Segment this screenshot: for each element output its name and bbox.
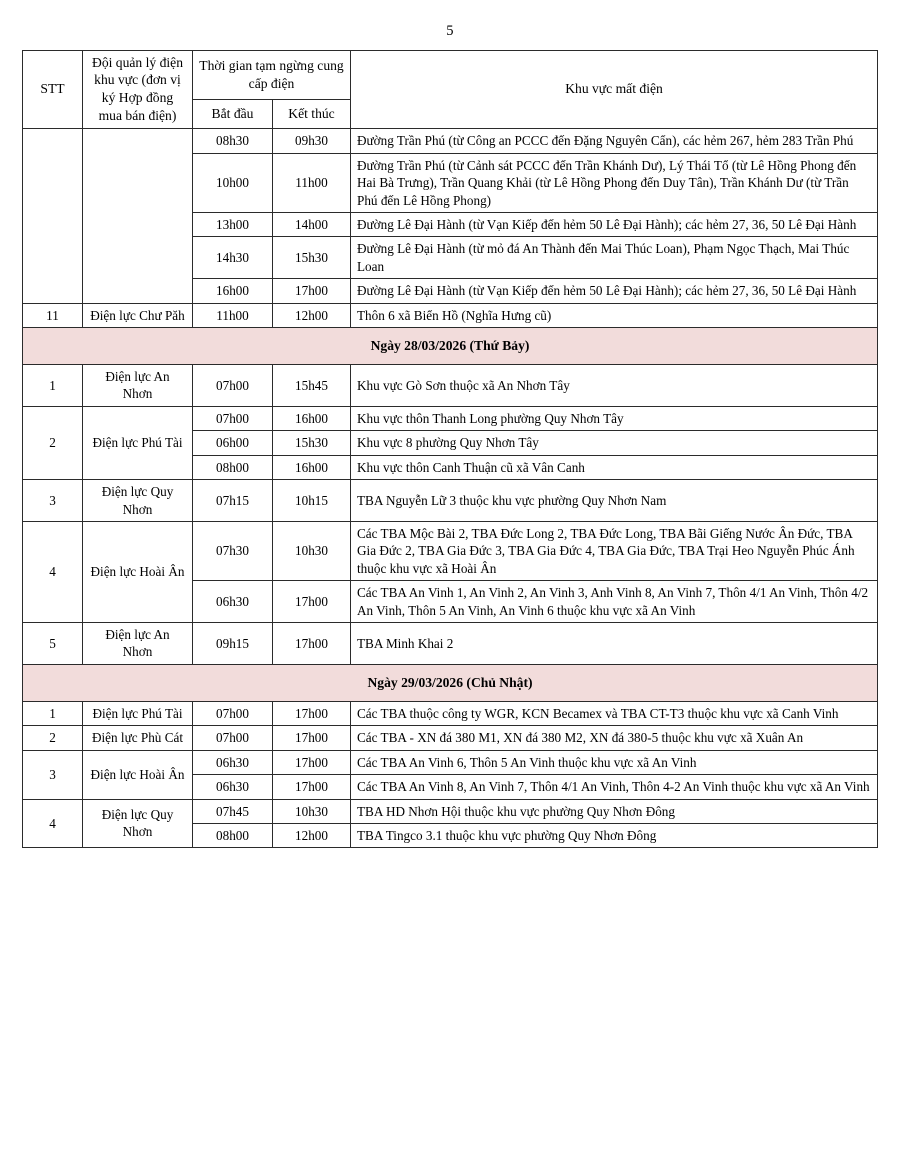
cell-start-time: 06h00 bbox=[193, 431, 273, 455]
header-area: Khu vực mất điện bbox=[351, 50, 878, 129]
day-banner-row bbox=[23, 664, 878, 701]
cell-area: Khu vực Gò Sơn thuộc xã An Nhơn Tây bbox=[351, 364, 878, 406]
cell-start-time: 10h00 bbox=[193, 153, 273, 212]
cell-start-time: 08h00 bbox=[193, 823, 273, 847]
header-stt: STT bbox=[23, 50, 83, 129]
header-time-group: Thời gian tạm ngừng cung cấp điện bbox=[193, 50, 351, 100]
header-end-time: Kết thúc bbox=[273, 100, 351, 129]
cell-stt: 1 bbox=[23, 701, 83, 725]
cell-end-time: 10h15 bbox=[273, 480, 351, 522]
cell-stt: 3 bbox=[23, 480, 83, 522]
cell-end-time: 17h00 bbox=[273, 750, 351, 774]
table-header bbox=[23, 50, 878, 129]
cell-start-time: 07h30 bbox=[193, 521, 273, 580]
cell-stt: 2 bbox=[23, 406, 83, 479]
cell-end-time: 17h00 bbox=[273, 726, 351, 750]
cell-area: TBA Nguyễn Lữ 3 thuộc khu vực phường Quy Nhơn Nam bbox=[351, 480, 878, 522]
cell-end-time: 15h45 bbox=[273, 364, 351, 406]
table-row bbox=[23, 726, 878, 750]
day-banner-label: Ngày 28/03/2026 (Thứ Bảy) bbox=[23, 328, 878, 365]
cell-start-time: 07h45 bbox=[193, 799, 273, 823]
cell-stt: 4 bbox=[23, 799, 83, 848]
cell-stt: 3 bbox=[23, 750, 83, 799]
page-number: 5 bbox=[446, 23, 454, 39]
cell-start-time: 08h30 bbox=[193, 129, 273, 153]
cell-area: Khu vực thôn Thanh Long phường Quy Nhơn Tây bbox=[351, 406, 878, 430]
cell-end-time: 17h00 bbox=[273, 775, 351, 799]
cell-start-time: 07h00 bbox=[193, 701, 273, 725]
cell-start-time: 13h00 bbox=[193, 212, 273, 236]
cell-stt: 11 bbox=[23, 303, 83, 327]
cell-stt: 4 bbox=[23, 521, 83, 622]
cell-area: Các TBA - XN đá 380 M1, XN đá 380 M2, XN đá 380-5 thuộc khu vực xã Xuân An bbox=[351, 726, 878, 750]
table-row bbox=[23, 303, 878, 327]
cell-end-time: 09h30 bbox=[273, 129, 351, 153]
cell-unit: Điện lực An Nhơn bbox=[83, 623, 193, 665]
cell-area: Các TBA An Vinh 1, An Vinh 2, An Vinh 3, Anh Vinh 8, An Vinh 7, Thôn 4/1 An Vinh, Thôn 4/2 An Vinh, Thôn 5 An Vinh, An Vinh 6 thuộc khu vực xã An Vinh bbox=[351, 581, 878, 623]
cell-area: Các TBA An Vinh 8, An Vinh 7, Thôn 4/1 An Vinh, Thôn 4-2 An Vinh thuộc khu vực xã An Vinh bbox=[351, 775, 878, 799]
cell-area: Đường Trần Phú (từ Công an PCCC đến Đặng Nguyên Cẩn), các hẻm 267, hẻm 283 Trần Phú bbox=[351, 129, 878, 153]
cell-area: Các TBA Mộc Bài 2, TBA Đức Long 2, TBA Đức Long, TBA Bãi Giếng Nước Ân Đức, TBA Gia Đức 2, TBA Gia Đức 3, TBA Gia Đức 4, TBA Gia Đức, TBA Trại Heo Nguyễn Phúc Ánh thuộc khu vực xã Hoài Ân bbox=[351, 521, 878, 580]
cell-stt bbox=[23, 129, 83, 303]
cell-area: TBA Tingco 3.1 thuộc khu vực phường Quy Nhơn Đông bbox=[351, 823, 878, 847]
cell-area: TBA Minh Khai 2 bbox=[351, 623, 878, 665]
table-row bbox=[23, 480, 878, 522]
cell-stt: 5 bbox=[23, 623, 83, 665]
cell-end-time: 12h00 bbox=[273, 823, 351, 847]
cell-area: Đường Lê Đại Hành (từ Vạn Kiếp đến hẻm 50 Lê Đại Hành); các hẻm 27, 36, 50 Lê Đại Hành bbox=[351, 212, 878, 236]
power-outage-schedule-table bbox=[22, 50, 878, 849]
cell-area: TBA HD Nhơn Hội thuộc khu vực phường Quy Nhơn Đông bbox=[351, 799, 878, 823]
cell-end-time: 15h30 bbox=[273, 237, 351, 279]
cell-area: Các TBA thuộc công ty WGR, KCN Becamex và TBA CT-T3 thuộc khu vực xã Canh Vinh bbox=[351, 701, 878, 725]
header-row-1 bbox=[23, 50, 878, 100]
table-row bbox=[23, 799, 878, 823]
cell-unit: Điện lực Quy Nhơn bbox=[83, 799, 193, 848]
cell-end-time: 11h00 bbox=[273, 153, 351, 212]
cell-area: Các TBA An Vinh 6, Thôn 5 An Vinh thuộc khu vực xã An Vinh bbox=[351, 750, 878, 774]
cell-unit: Điện lực An Nhơn bbox=[83, 364, 193, 406]
cell-area: Khu vực thôn Canh Thuận cũ xã Vân Canh bbox=[351, 455, 878, 479]
cell-start-time: 14h30 bbox=[193, 237, 273, 279]
cell-unit: Điện lực Phú Tài bbox=[83, 406, 193, 479]
cell-end-time: 17h00 bbox=[273, 279, 351, 303]
table-row bbox=[23, 406, 878, 430]
cell-unit: Điện lực Quy Nhơn bbox=[83, 480, 193, 522]
cell-area: Đường Trần Phú (từ Cảnh sát PCCC đến Trần Khánh Dư), Lý Thái Tổ (từ Lê Hồng Phong đến Hai Bà Trưng), Trần Quang Khải (từ Lê Hồng Phong đến Duy Tân), Trần Khánh Dư (từ Trần Phú đến Lê Hồng Phong) bbox=[351, 153, 878, 212]
day-banner-label: Ngày 29/03/2026 (Chủ Nhật) bbox=[23, 664, 878, 701]
cell-start-time: 09h15 bbox=[193, 623, 273, 665]
cell-stt: 1 bbox=[23, 364, 83, 406]
cell-end-time: 17h00 bbox=[273, 581, 351, 623]
cell-start-time: 07h00 bbox=[193, 364, 273, 406]
table-row bbox=[23, 129, 878, 153]
cell-area: Đường Lê Đại Hành (từ Vạn Kiếp đến hẻm 50 Lê Đại Hành); các hẻm 27, 36, 50 Lê Đại Hành bbox=[351, 279, 878, 303]
cell-area: Khu vực 8 phường Quy Nhơn Tây bbox=[351, 431, 878, 455]
cell-end-time: 10h30 bbox=[273, 799, 351, 823]
day-banner-row bbox=[23, 328, 878, 365]
cell-end-time: 17h00 bbox=[273, 701, 351, 725]
cell-end-time: 12h00 bbox=[273, 303, 351, 327]
cell-start-time: 16h00 bbox=[193, 279, 273, 303]
cell-unit: Điện lực Hoài Ân bbox=[83, 750, 193, 799]
cell-end-time: 10h30 bbox=[273, 521, 351, 580]
header-unit: Đội quản lý điện khu vực (đơn vị ký Hợp đồng mua bán điện) bbox=[83, 50, 193, 129]
cell-unit bbox=[83, 129, 193, 303]
cell-start-time: 07h15 bbox=[193, 480, 273, 522]
cell-start-time: 07h00 bbox=[193, 406, 273, 430]
cell-stt: 2 bbox=[23, 726, 83, 750]
cell-unit: Điện lực Chư Păh bbox=[83, 303, 193, 327]
cell-unit: Điện lực Hoài Ân bbox=[83, 521, 193, 622]
cell-start-time: 08h00 bbox=[193, 455, 273, 479]
cell-end-time: 15h30 bbox=[273, 431, 351, 455]
cell-start-time: 07h00 bbox=[193, 726, 273, 750]
cell-start-time: 06h30 bbox=[193, 775, 273, 799]
header-start-time: Bắt đầu bbox=[193, 100, 273, 129]
table-body bbox=[23, 129, 878, 848]
table-row bbox=[23, 364, 878, 406]
cell-start-time: 06h30 bbox=[193, 750, 273, 774]
cell-end-time: 17h00 bbox=[273, 623, 351, 665]
cell-area: Thôn 6 xã Biển Hồ (Nghĩa Hưng cũ) bbox=[351, 303, 878, 327]
cell-end-time: 16h00 bbox=[273, 406, 351, 430]
table-row bbox=[23, 623, 878, 665]
table-row bbox=[23, 521, 878, 580]
cell-unit: Điện lực Phú Tài bbox=[83, 701, 193, 725]
table-row bbox=[23, 750, 878, 774]
cell-end-time: 14h00 bbox=[273, 212, 351, 236]
table-row bbox=[23, 701, 878, 725]
cell-start-time: 06h30 bbox=[193, 581, 273, 623]
cell-unit: Điện lực Phù Cát bbox=[83, 726, 193, 750]
cell-area: Đường Lê Đại Hành (từ mỏ đá An Thành đến Mai Thúc Loan), Phạm Ngọc Thạch, Mai Thúc Loan bbox=[351, 237, 878, 279]
cell-start-time: 11h00 bbox=[193, 303, 273, 327]
cell-end-time: 16h00 bbox=[273, 455, 351, 479]
